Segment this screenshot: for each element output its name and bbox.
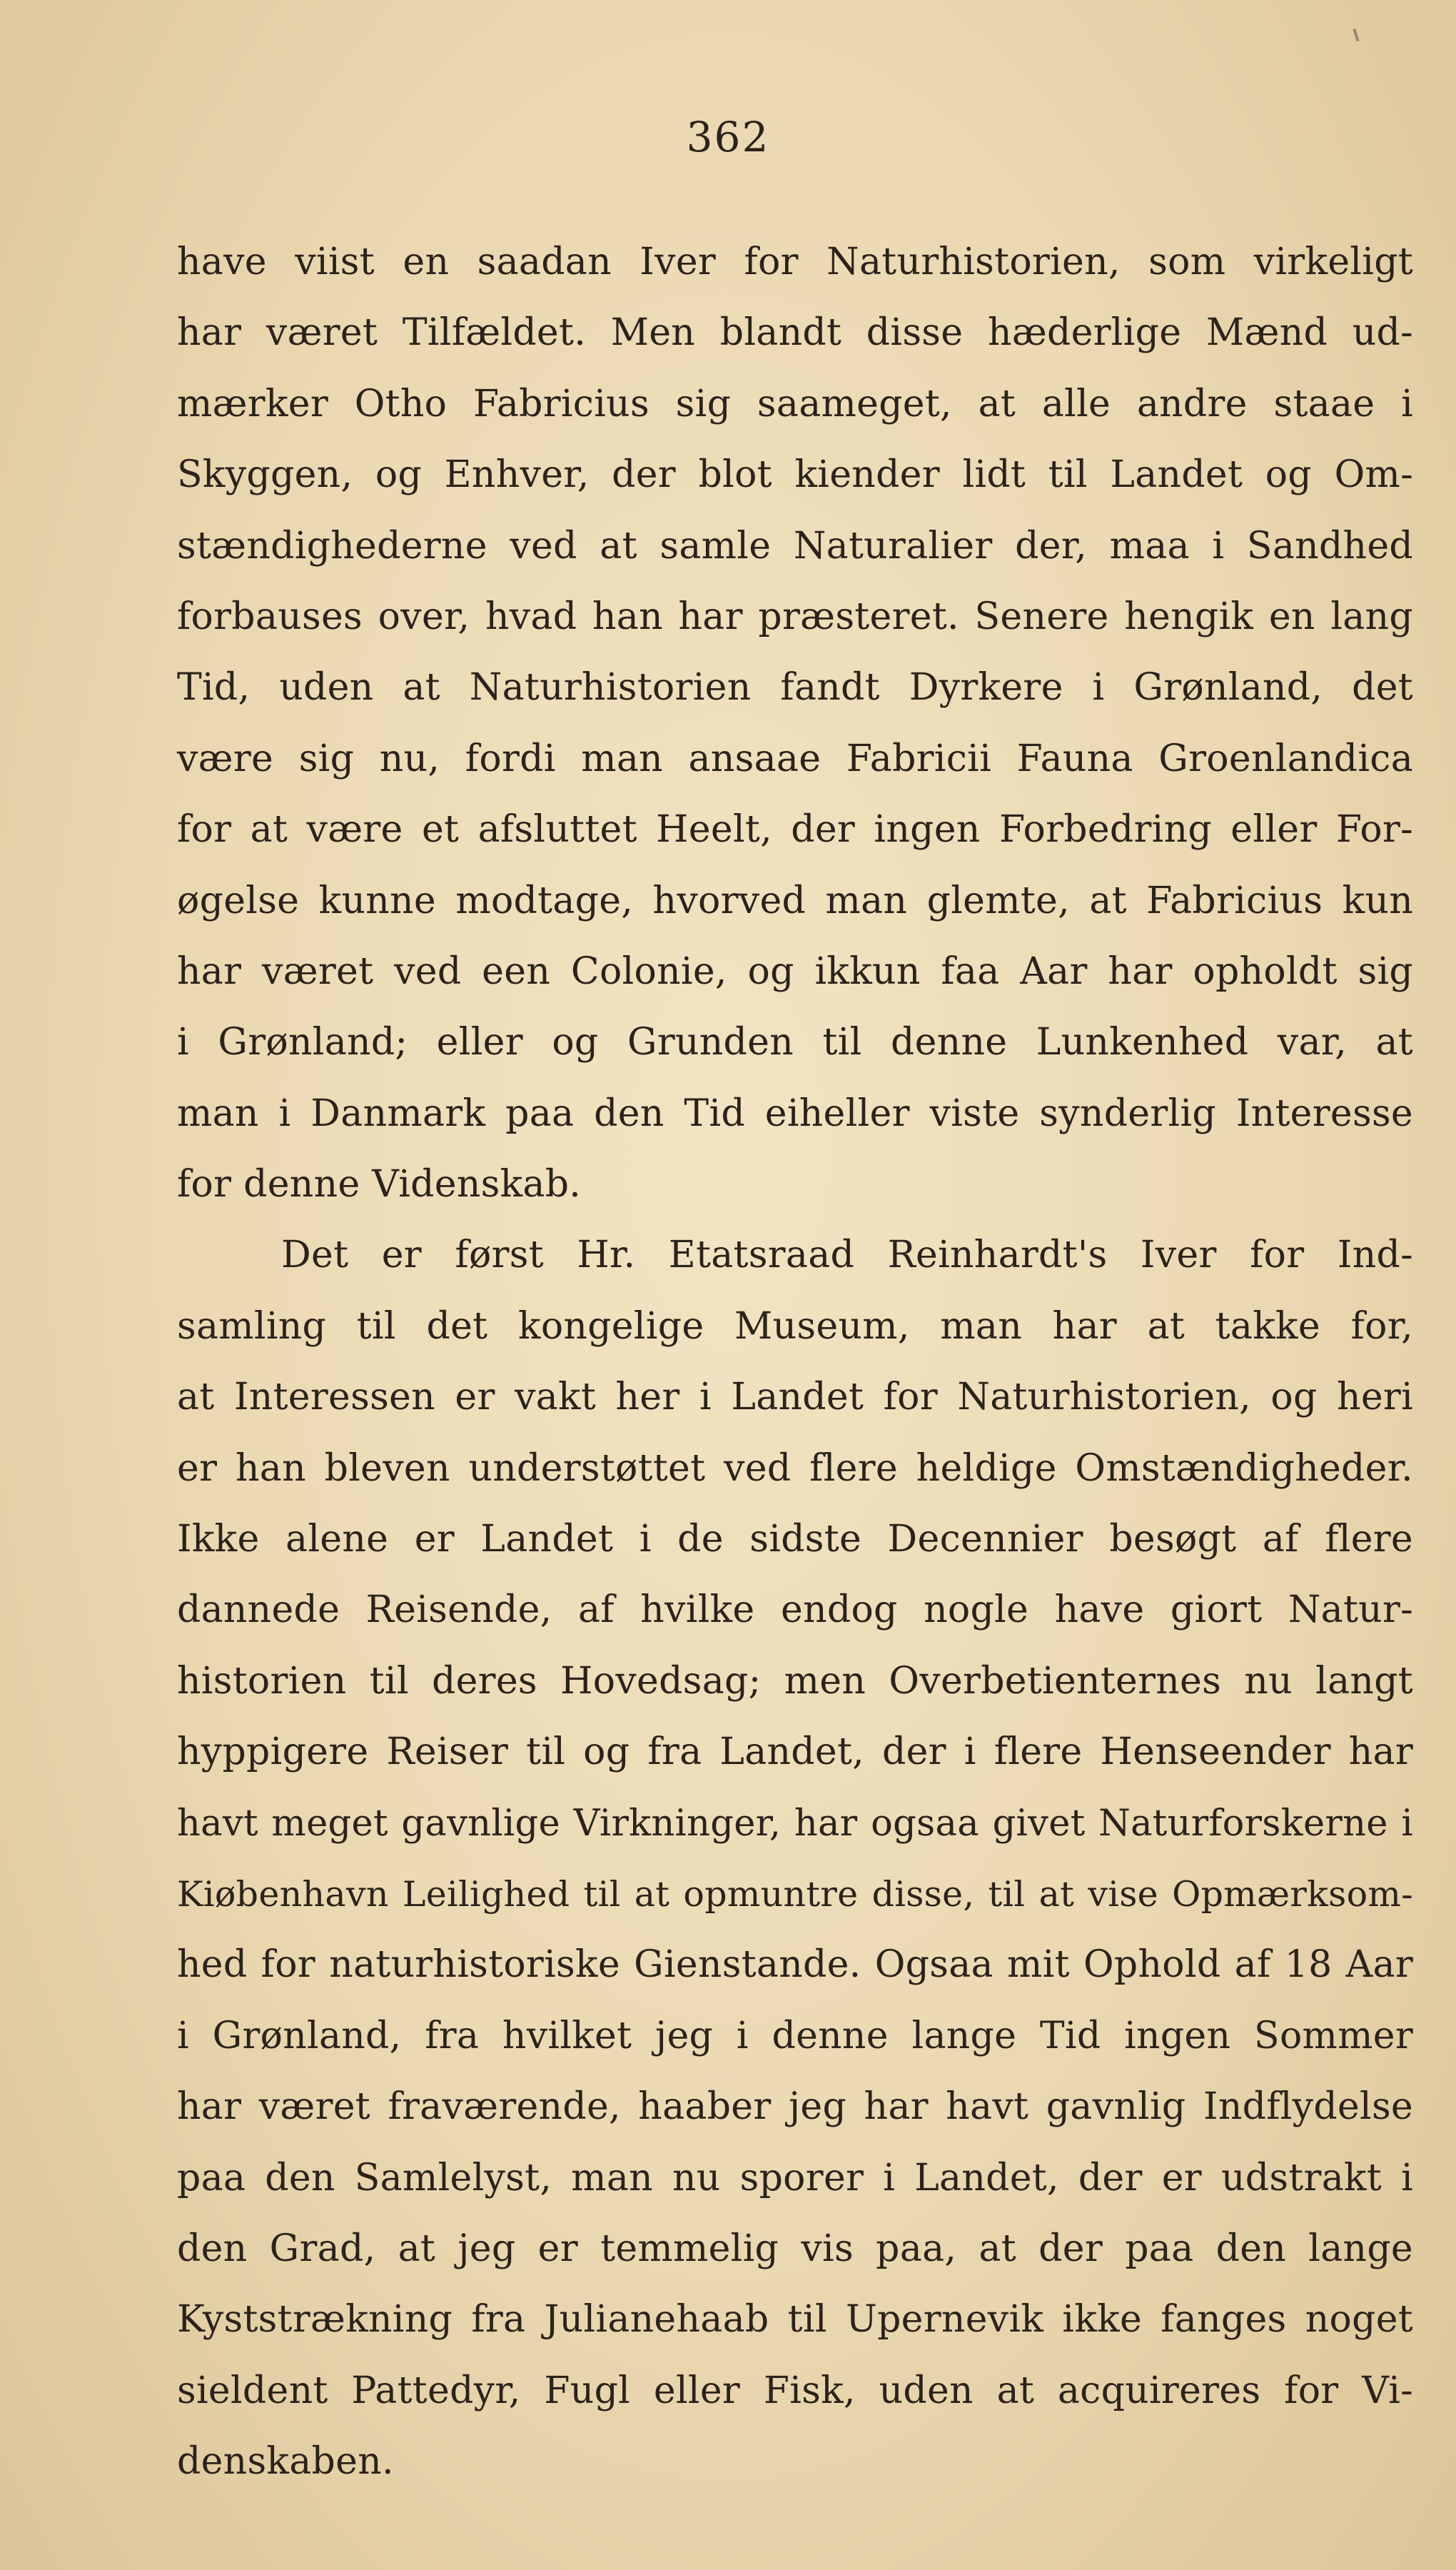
- text-line: have viist en saadan Iver for Naturhistorien, som virkeligt: [177, 241, 1413, 283]
- text-line: stændighederne ved at samle Naturalier der, maa i Sandhed: [177, 524, 1413, 568]
- text-line: havt meget gavnlige Virkninger, har ogsaa givet Naturforskerne i: [177, 1802, 1413, 1845]
- text-line: hyppigere Reiser til og fra Landet, der i flere Henseender har: [177, 1730, 1413, 1774]
- text-line: har været ved een Colonie, og ikkun faa Aar har opholdt sig: [177, 949, 1413, 993]
- text-line: Kiøbenhavn Leilighed til at opmuntre disse, til at vise Opmærksom-: [177, 1873, 1413, 1915]
- text-line: denskaben.: [177, 2440, 394, 2484]
- text-line: den Grad, at jeg er temmelig vis paa, at der paa den lange: [177, 2227, 1413, 2270]
- text-line: man i Danmark paa den Tid eiheller viste synderlig Interesse: [177, 1092, 1413, 1135]
- paragraph-2: [177, 1220, 1413, 2497]
- text-line: for denne Videnskab.: [177, 1163, 582, 1206]
- text-line: Tid, uden at Naturhistorien fandt Dyrkere i Grønland, det: [177, 666, 1413, 710]
- text-line: hed for naturhistoriske Gienstande. Ogsaa mit Ophold af 18 Aar: [177, 1943, 1413, 1987]
- text-line: Skyggen, og Enhver, der blot kiender lidt til Landet og Om-: [177, 453, 1413, 497]
- paragraph-1: [177, 227, 1413, 1220]
- text-line: historien til deres Hovedsag; men Overbetienternes nu langt: [177, 1659, 1413, 1703]
- text-line: er han bleven understøttet ved flere heldige Omstændigheder.: [177, 1446, 1413, 1490]
- page-number: 362: [686, 113, 770, 161]
- text-line: samling til det kongelige Museum, man har at takke for,: [177, 1304, 1413, 1348]
- text-line: i Grønland, fra hvilket jeg i denne lange Tid ingen Sommer: [177, 2014, 1413, 2057]
- text-line: Ikke alene er Landet i de sidste Decennier besøgt af flere: [177, 1518, 1413, 1561]
- text-line: for at være et afsluttet Heelt, der ingen Forbedring eller For-: [177, 808, 1413, 852]
- text-line: har været Tilfældet. Men blandt disse hæderlige Mænd ud-: [177, 311, 1413, 355]
- text-line: Kyststrækning fra Julianehaab til Upernevik ikke fanges noget: [177, 2298, 1413, 2342]
- text-line: mærker Otho Fabricius sig saameget, at alle andre staae i: [177, 382, 1413, 425]
- margin-mark: [1353, 29, 1359, 41]
- text-line: Det er først Hr. Etatsraad Reinhardt's Iver for Ind-: [281, 1234, 1413, 1277]
- text-line: i Grønland; eller og Grunden til denne Lunkenhed var, at: [177, 1021, 1413, 1064]
- body-text: [177, 227, 1413, 2498]
- text-line: paa den Samlelyst, man nu sporer i Landet, der er udstrakt i: [177, 2156, 1413, 2199]
- text-line: at Interessen er vakt her i Landet for Naturhistorien, og heri: [177, 1376, 1413, 1419]
- text-line: sieldent Pattedyr, Fugl eller Fisk, uden at acquireres for Vi-: [177, 2369, 1413, 2412]
- text-line: øgelse kunne modtage, hvorved man glemte, at Fabricius kun: [177, 879, 1413, 922]
- text-line: forbauses over, hvad han har præsteret. Senere hengik en lang: [177, 595, 1413, 638]
- text-line: være sig nu, fordi man ansaae Fabricii Fauna Groenlandica: [177, 737, 1413, 780]
- text-line: har været fraværende, haaber jeg har havt gavnlig Indflydelse: [177, 2085, 1413, 2129]
- text-line: dannede Reisende, af hvilke endog nogle have giort Natur-: [177, 1588, 1413, 1632]
